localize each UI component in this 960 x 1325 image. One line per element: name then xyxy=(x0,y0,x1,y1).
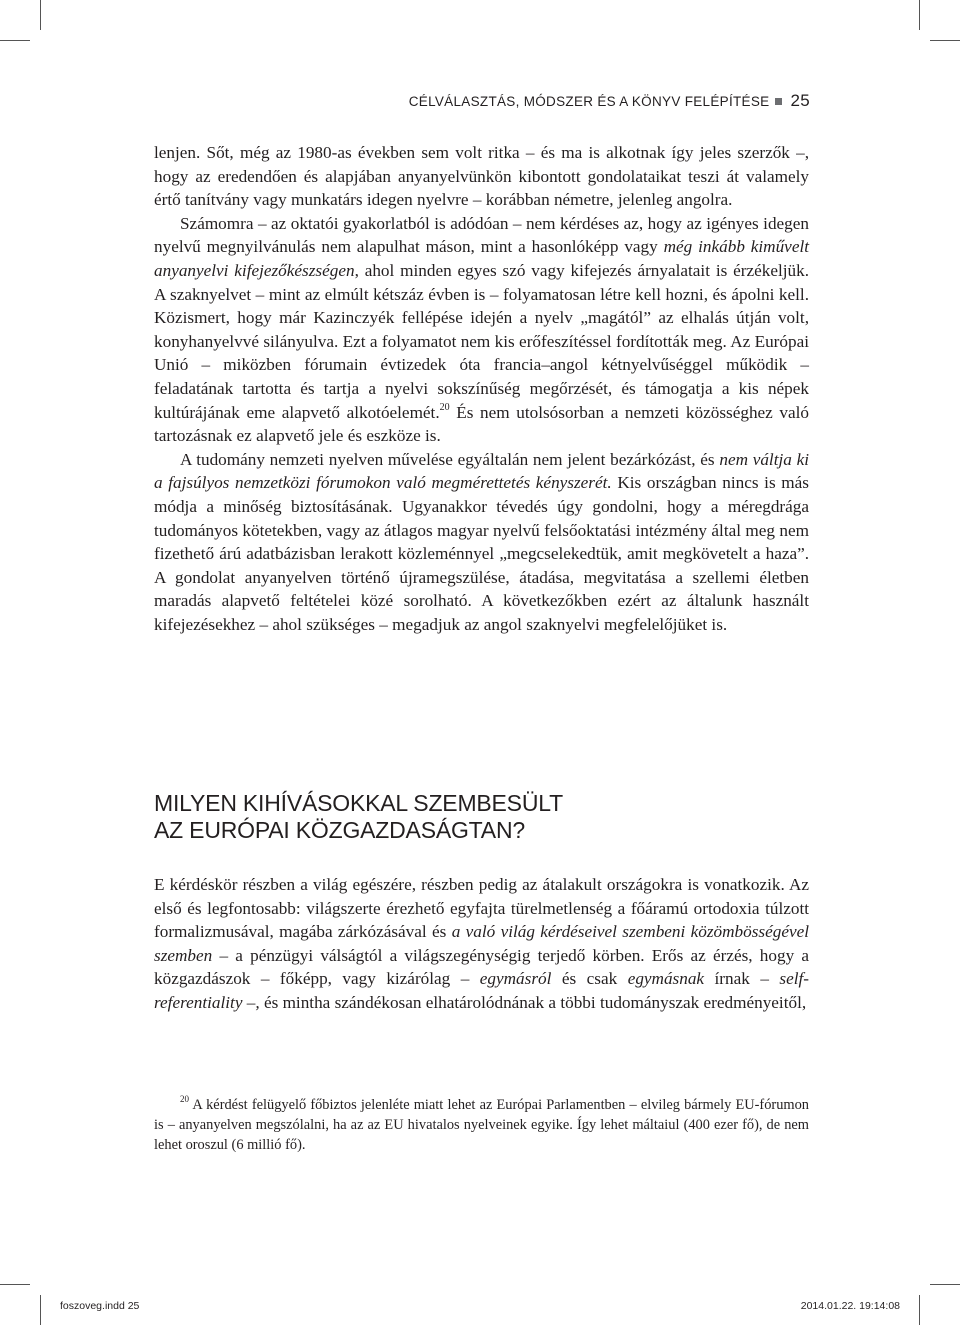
crop-mark xyxy=(919,1295,920,1325)
paragraph-2: Számomra – az oktatói gyakorlatból is adódóan – nem kérdéses az, hogy az igényes idegen nyelvű megnyilvánulás nem alapulhat máson, mint a hasonlóképp vagy még inkább kiművelt anyanyelvi kifejezőkészségen, ahol minden egyes szó vagy kifejezés árnyalatait is érzékeljük. A szaknyelvet – mint az elmúlt kétszáz évben is – folyamatosan létre kell hozni, és ápolni kell. Közismert, hogy már Kazinczyék fellépése idején a nyelv „magától” az elhalás útján volt, konyhanyelvvé silányulva. Ezt a folyamatot nem kis erőfeszítéssel fordították meg. Az Európai Unió – miközben fórumain évtizedek óta francia–angol kétnyelvűséggel működik – feladatának tartotta és tartja a nyelvi sokszínűség megőrzését, és támogatja a kis népek kultúrájának eme alapvető alkotóelemét.$^{20}$ És nem utolsósorban a nemzeti közösséghez való tartozásnak ez alapvető jele és eszköze is. xyxy=(154,213,810,446)
section-paragraph-1: E kérdéskör részben a világ egészére, részben pedig az átalakult országokra is vonatkozik. Az első és legfontosabb: világszerte érezhető egyfajta türelmetlenség a főáramú ortodoxia túlzott formalizmusával, magába zárkózásával és a való világ kérdéseivel szembeni közömbösségével szemben – a pénzügyi válságtól a világszegénységig terjedő körben. Erős az érzés, hogy a közgazdászok – főképp, vagy kizárólag – egymásról és csak egymásnak írnak – self-referentiality –, és mintha szándékosan elhatárolódnának a többi tudományszak eredményeitől, xyxy=(154,875,809,1012)
square-bullet-icon xyxy=(775,98,782,105)
section-text xyxy=(154,873,809,1015)
running-head xyxy=(150,91,810,111)
page-number: 25 xyxy=(790,91,810,110)
crop-mark xyxy=(0,40,30,41)
crop-mark xyxy=(919,0,920,30)
slug-timestamp: 2014.01.22. 19:14:08 xyxy=(800,1300,900,1312)
section-title: MILYEN KIHÍVÁSOKKAL SZEMBESÜLT AZ EURÓPAI KÖZGAZDASÁGTAN? xyxy=(154,790,563,843)
paragraph-1: lenjen. Sőt, még az 1980-as években sem volt ritka – és ma is alkotnak így jeles szerzők –, hogy az eredendően és alapjában anyanyelvünkön kibontott gondolataikat teszi át valamely értő tanítvány vagy munkatárs idegen nyelvre – korábban németre, jelenleg angolra. xyxy=(154,143,809,210)
body-text xyxy=(154,141,809,636)
running-title: CÉLVÁLASZTÁS, MÓDSZER ÉS A KÖNYV FELÉPÍTÉSE xyxy=(408,94,770,109)
footnote-reference: 20 xyxy=(439,401,450,413)
slug-file: foszoveg.indd 25 xyxy=(60,1300,140,1312)
crop-mark xyxy=(40,0,41,30)
paragraph-3: A tudomány nemzeti nyelven művelése egyáltalán nem jelent bezárkózást, és nem váltja ki a fajsúlyos nemzetközi fórumokon való megmérettetés kényszerét. Kis országban nincs is más módja a minőség biztosításának. Ugyanakkor tévedés úgy gondolni, hogy a méregdrága tudományos kötetekben, vagy az átlagos magyar nyelvű felsőoktatási intézmény által meg nem fizethető árú adatbázisban lerakott közleménnyel „megcselekedtük, amit megkövetelt a haza”. A gondolat anyanyelven történő újramegszülése, átadása, megvitatása a szellemi életben maradás alapvető feltételei közé sorolható. A következőkben ezért az általunk használt kifejezésekhez – ahol szükséges – megadjuk az angol szaknyelvi megfelelőjüket is. xyxy=(154,449,809,634)
crop-mark xyxy=(930,40,960,41)
crop-mark xyxy=(0,1284,30,1285)
crop-mark xyxy=(40,1295,41,1325)
crop-mark xyxy=(930,1284,960,1285)
footnote xyxy=(154,1095,809,1155)
footnote-number: 20 xyxy=(180,1094,189,1105)
footnote-text: A kérdést felügyelő főbiztos jelenléte miatt lehet az Európai Parlamentben – elvileg bármely EU-fórumon is – anyanyelven megszólalni, ha az az EU hivatalos nyelveinek egyike. Így lehet máltaiul (400 ezer fő), de nem lehet oroszul (6 millió fő). xyxy=(154,1097,809,1153)
